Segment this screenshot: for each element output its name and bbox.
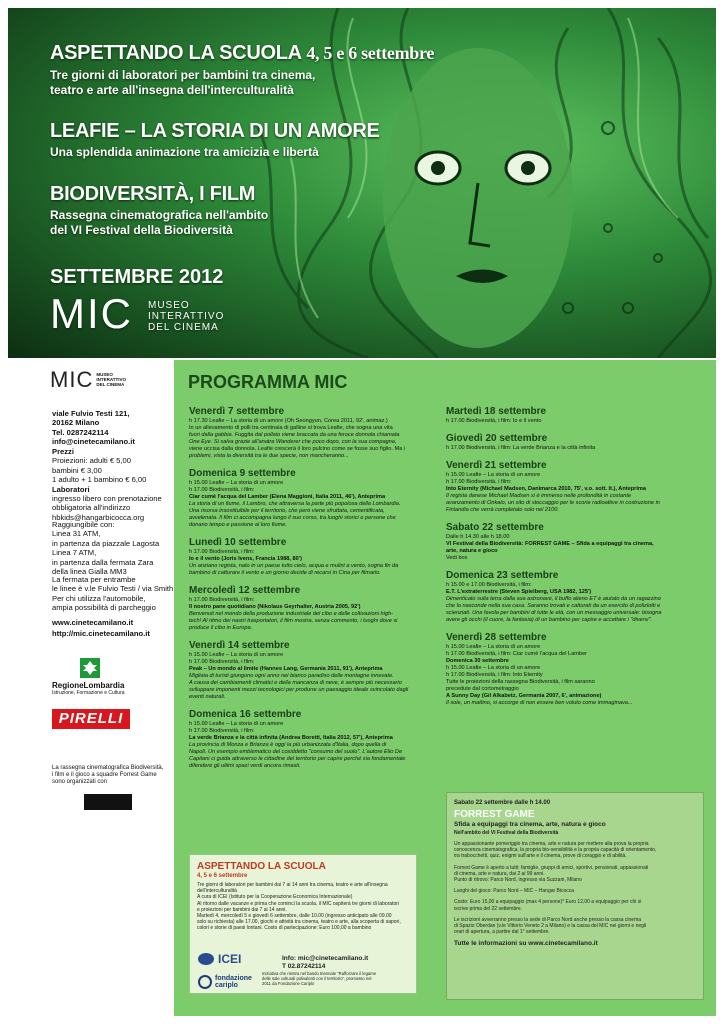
forrest-sub2: Nell'ambito del VI Festival della Biodiversità: [454, 830, 559, 836]
forrest-paragraph-3: [454, 888, 698, 894]
forrest-date: Sabato 22 settembre dalle h 14.00: [454, 800, 551, 806]
program-line: h 17.00 Biodiversità, i film:: [189, 659, 255, 665]
program-line: Tutte le proiezioni della rassegna Biodiversità, i film saranno: [446, 679, 595, 685]
program-line: h 17.00 Biodiversità, i film: Io e il vento: [446, 418, 542, 424]
pirelli-logo: PIRELLI: [52, 709, 130, 729]
program-line: bambino di catturare il vento e un giorno decide di recarsi in Cina per filmarlo.: [189, 570, 381, 576]
program-line: Vedi box: [446, 555, 468, 561]
program-line: eventi naturali.: [189, 694, 226, 700]
program-day-title: Domenica 23 settembre: [446, 570, 559, 581]
website-link[interactable]: www.cinetecamilano.it: [52, 618, 134, 627]
text-line: iscrive prima del 22 settembre.: [454, 905, 523, 912]
program-line: problemi, vista la diversità tra le due specie, non mancheranno...: [189, 453, 349, 459]
program-line: A causa dei cambiamenti climatici e della mancanza di neve, è sempre più necessario: [189, 680, 402, 686]
program-line: Benvenuti nel mondo della produzione industriale del cibo e delle coltivazioni high-: [189, 611, 393, 617]
box-scuola-info: Info: mic@cinetecamilano.it T 02.87242114: [282, 955, 369, 970]
sidebar-mic-logo: MIC MUSEO INTERATTIVO DEL CINEMA: [50, 366, 126, 392]
forrest-paragraph-1: [454, 841, 698, 860]
programma-panel: [174, 360, 716, 1016]
program-line: In un allevamento di polli tra centinaia di galline si trova Leafie, che sogna una vita: [189, 425, 393, 431]
hero-title-scuola: ASPETTANDO LA SCUOLA 4, 5 e 6 settembre: [50, 42, 435, 64]
hero-banner: [8, 8, 716, 358]
program-line: sviluppare imponenti mezzi tecnologici per produrre un paesaggio ideale svincolato dagli: [189, 687, 409, 693]
program-line: Domenica 30 settembre: [446, 658, 509, 664]
program-line: avvelenata. Il film ci accompagna lungo il suo corso, tra luoghi storici e persone che: [189, 515, 396, 521]
forrest-footer: Tutte le informazioni su www.cinetecamilano.it: [454, 940, 598, 948]
box-scuola-text: [197, 882, 411, 932]
text-line: Tre giorni di laboratori per bambini dai 7 ai 14 anni tra cinema, teatro e arte all'insegna: [197, 882, 388, 888]
hero-title-leafie: LEAFIE – LA STORIA DI UN AMORE: [50, 120, 380, 142]
program-line: h 15.00 e 17.00 Biodiversità, i film:: [446, 582, 532, 588]
program-line: viene uccisa dalla donnola. Leafie crescerà il loro pulcino come se fosse suo figlio. Ma i: [189, 446, 406, 452]
program-line: precedute dal cortometraggio: [446, 686, 519, 692]
cariplo-logo: fondazione cariplo: [197, 975, 252, 989]
programma-title: PROGRAMMA MIC: [188, 372, 348, 392]
program-line: difendere gli ultimi spazi verdi ancora rimasti.: [189, 763, 301, 769]
text-line: e proiezioni per bambini dai 7 ai 14 anni.: [197, 906, 287, 913]
program-line: Peak – Un mondo al limite (Hannes Lang, Germania 2011, 91'), Anteprima: [189, 666, 383, 672]
mic-logo: MIC: [50, 290, 133, 337]
program-line: h 15.00 Leafie – La storia di un amore: [189, 721, 284, 727]
sidebar: [8, 360, 174, 1016]
hero-title-biodiversita: BIODIVERSITÀ, I FILM: [50, 183, 256, 205]
program-line: h 17.00 Biodiversità, i film: Ciar cumè l'acqua del Lamber: [446, 651, 587, 657]
program-day-title: Martedì 18 settembre: [446, 406, 547, 417]
regione-lombardia-icon: [80, 658, 100, 678]
program-line: h 17.00 Biodiversità, i film: Into Eternity: [446, 672, 543, 678]
cariplo-icon: [197, 975, 213, 989]
program-day-title: Venerdì 7 settembre: [189, 406, 285, 417]
text-line: Punto di ritrovo: Parco Nord, ingresso via Suzzani, Milano: [454, 877, 582, 884]
text-line: Martedì 4, mercoledì 5 e giovedì 6 settembre, dalle 10.00 (ingresso anticipato alle 09.00: [197, 913, 392, 920]
program-line: Una risorsa insostituibile per il territorio, che però viene sfruttata, cementificata,: [189, 508, 385, 514]
forrest-paragraph-5: [454, 917, 698, 936]
forrest-paragraph-2: [454, 865, 698, 884]
program-line: La provincia di Monza e Brianza è oggi la più urbanizzata d'Italia, dopo quella di: [189, 742, 387, 748]
forrest-title: FORREST GAME: [454, 809, 535, 820]
program-line: h 15.00 Leafie – La storia di un amore: [189, 652, 284, 658]
hero-sub-biodiversita: Rassegna cinematografica nell'ambito del VI Festival della Biodiversità: [50, 208, 269, 237]
program-line: h 15.00 Leafie – La storia di un amore: [446, 472, 541, 478]
program-day-title: Venerdì 28 settembre: [446, 632, 547, 643]
program-line: Il sole, un mattino, si accorge di non essere ben voluto come immaginava...: [446, 700, 633, 706]
program-line: fuori dalla gabbia. Fuggita dal pollaio viene braccata da una feroce donnola chiamata: [189, 432, 400, 438]
program-line: Finlandia che verrà completato solo nel 2100.: [446, 507, 559, 513]
program-line: avere gli occhi (il cuore, la fantasia) di un bambino per capire e accettare i "diversi".: [446, 617, 653, 623]
forrest-paragraph-4: [454, 899, 698, 911]
text-line: conoscenza cinematografica, la propria bio-sensibilità e la propria capacità di orientamento,: [454, 847, 657, 854]
program-line: Migliaia di turisti giungono ogni anno nei bianco paradiso delle montagne innevate.: [189, 673, 394, 679]
program-line: avanzamento di Onkalo, un sito di stoccaggio per le scorie radioattive in costruzione in: [446, 500, 660, 506]
program-line: h 17.00 Biodiversità, i film:: [189, 549, 255, 555]
text-line: colori e storie di paesi lontani. Costo di partecipazione: Euro 100,00 a bambino: [197, 925, 372, 932]
icei-logo: ICEI: [197, 952, 241, 966]
hero-month: SETTEMBRE 2012: [50, 266, 224, 288]
program-line: One Eye. Si salva grazie all'anatra Wanderer che poco dopo, con la sua compagna,: [189, 439, 397, 445]
text-line: A cura di ICEI (Istituto per la Cooperazione Economica Internazionale): [197, 894, 353, 901]
text-line: Un appassionante pomeriggio tra cinema, arte e natura per mettere alla prova la propria: [454, 841, 649, 847]
mic-logo-text: MUSEO INTERATTIVO DEL CINEMA: [148, 300, 225, 333]
program-day-title: Domenica 16 settembre: [189, 709, 302, 720]
text-line: dell'interculturalità: [197, 888, 237, 895]
program-line: h 15.00 Leafie – La storia di un amore: [189, 480, 284, 486]
box-scuola-title: ASPETTANDO LA SCUOLA: [197, 861, 326, 872]
partner-logo: [84, 794, 132, 810]
program-day-title: Domenica 9 settembre: [189, 468, 296, 479]
program-line: VI Festival della Biodiversità: FORREST GAME – Sfida a equipaggi tra cinema,: [446, 541, 654, 547]
text-line: Le iscrizioni avverranno presso la sede di Parco Nord anche presso la cassa cinema: [454, 916, 642, 923]
hero-sub-leafie: Una splendida animazione tra amicizia e libertà: [50, 145, 319, 159]
program-line: tech! Al ritmo dei nastri trasportatori, il film mostra, senza commento, i luoghi dove si: [189, 618, 398, 624]
program-day-title: Lunedì 10 settembre: [189, 537, 287, 548]
program-line: scienziati. Una favola per bambini di tutte le età, con un messaggio universale: bisogna: [446, 610, 662, 616]
program-line: produce il cibo in Europa.: [189, 625, 253, 631]
program-line: La storia di un fiume, il Lambro, che attraversa la parte più popolosa della Lombardia.: [189, 501, 401, 507]
text-line: orari di apertura, a partire dal 1° settembre.: [454, 929, 550, 936]
text-line: di cinema, arte e natura, dai 2 ai 99 anni.: [454, 870, 545, 877]
box-aspettando-scuola: [189, 854, 417, 994]
program-line: Ciar cumè l'acqua del Lamber (Elena Maggioni, Italia 2011, 46'), Anteprima: [189, 494, 386, 500]
program-line: Capitani ci guida attraverso le cittadine del territorio per capire perché sia fondamentale: [189, 756, 406, 762]
program-line: h 17.30 Leafie – La storia di un amore (Oh Seongyun, Corea 2011, 92', animaz.): [189, 418, 388, 424]
text-line: solo su richiesta) alle 17.00, giochi e attività tra cinema, teatro e arte, alla scoperta di sapori,: [197, 919, 401, 926]
text-line: tra trabocchetti, quiz, enigmi sull'arte e il cinema, prove di coraggio e di abilità.: [454, 853, 627, 860]
program-line: Un anziano regista, nato in un paese tutto cielo, acqua e mulini a vento, sogna fin da: [189, 563, 399, 569]
text-line: Forrest Game è aperto a tutti: famiglie, gruppi di amici, sportivi, pensionati, appassionati: [454, 864, 649, 871]
program-line: h 17.00 Biodiversità, i film:: [189, 487, 255, 493]
program-line: h 15.00 Leafie – La storia di un amore: [446, 665, 541, 671]
box-scuola-dates: 4, 5 e 6 settembre: [197, 873, 248, 879]
prezzi-block: Prezzi Proiezioni: adulti € 5,00 bambini € 3,00 1 adulto + 1 bambino € 6,00 Laboratori ingresso libero con prenotazione obbligatoria all'indirizzo hbkids@hangarbicocca.org: [52, 447, 162, 522]
program-line: h 17.00 Biodiversità, i film: La verde Brianza e la città infinita: [446, 445, 596, 451]
program-line: h 17.00 Biodiversità, i film:: [189, 597, 255, 603]
program-line: arte, natura e gioco: [446, 548, 498, 554]
program-day-title: Giovedì 20 settembre: [446, 433, 548, 444]
program-day-title: Sabato 22 settembre: [446, 522, 544, 533]
hero-sub-scuola: Tre giorni di laboratori per bambini tra cinema, teatro e arte all'insegna dell'interculturalità: [50, 68, 316, 97]
program-line: h 15.00 Leafie – La storia di un amore: [446, 644, 541, 650]
cariplo-note: Iniziativa che rientra nel bando triennale "Rafforzare il legame delle sale culturali polivalenti con il territorio", promosso nel 2011 da Fondazione Cariplo: [262, 971, 377, 987]
forrest-sub: Sfida a equipaggi tra cinema, arte, natura e gioco: [454, 821, 606, 828]
program-line: Napoli. Un esempio emblematico del cosiddetto "consumo del suolo". L'autore Elio De: [189, 749, 403, 755]
regione-lombardia-logo: RegioneLombardia Istruzione, Formazione e Cultura: [52, 658, 125, 696]
fermata-block: La fermata per entrambe le linee è v.le Fulvio Testi / via Smith Per chi utilizza l'automobile, ampia possibilità di parcheggio: [52, 575, 174, 613]
program-line: A Sunny Day (Gil Alkabetz, Germania 2007, 6', animazione): [446, 693, 602, 699]
text-line: Al ritorno dalle vacanze e prima che cominci la scuola, il MIC ospiterà tre giorni di laboratori: [197, 900, 400, 907]
program-line: Dimenticato sulla terra dalla sua astronave, il buffo alieno ET è aiutato da un ragazzino: [446, 596, 661, 602]
program-line: Il regista danese Michael Madsen si è immerso nelle profondità in costante: [446, 493, 632, 499]
program-line: donano tempo e passione al loro fiume.: [189, 522, 287, 528]
text-line: Costo: Euro 15,00 a equipaggio (max 4 persone)* Euro 12,00 a equipaggio per chi si: [454, 899, 642, 906]
program-day-title: Mercoledì 12 settembre: [189, 585, 301, 596]
face-shape: [383, 48, 573, 348]
program-line: che lo nasconde nella sua casa. Saranno trovati e catturati da un esercito di poliziotti e: [446, 603, 661, 609]
program-line: h 17.00 Biodiversità, i film:: [189, 728, 255, 734]
text-line: di Spazio Oberdan (v.le Vittorio Veneto 2 a Milano) e la cassa del MIC nei giorni e negli: [454, 923, 647, 930]
icei-icon: [197, 952, 215, 966]
program-line: h 17.00 Biodiversità, i film:: [446, 479, 512, 485]
trasporti-block: Raggiungibile con: Linea 31 ATM, in partenza da piazzale Lagosta Linea 7 ATM, in partenza dalla fermata Zara della linea Gialla MM3: [52, 520, 160, 577]
mic-website-link[interactable]: http://mic.cinetecamilano.it: [52, 629, 150, 639]
address-block: viale Fulvio Testi 121, 20162 Milano Tel. 0287242114 info@cinetecamilano.it: [52, 409, 135, 447]
text-line: Luoghi del gioco: Parco Nord – MIC – Hangar Bicocca: [454, 888, 575, 895]
program-line: E.T. L'extraterrestre (Steven Spielberg, USA 1982, 125'): [446, 589, 592, 595]
web-links: [52, 618, 150, 639]
organizzati-note: La rassegna cinematografica Biodiversità, i film e il gioco a squadre Forrest Game sono organizzati con: [52, 765, 164, 786]
program-day-title: Venerdì 14 settembre: [189, 640, 290, 651]
programma-right-column: [446, 406, 708, 707]
program-line: Il nostro pane quotidiano (Nikolaus Geyrhalter, Austria 2005, 92'): [189, 604, 361, 610]
program-day-title: Venerdì 21 settembre: [446, 460, 547, 471]
programma-left-column: [189, 406, 444, 770]
program-line: Into Eternity (Michael Madsen, Danimarca 2010, 75', v.o. sott. It.), Anteprima: [446, 486, 646, 492]
box-forrest-game: [446, 792, 704, 1000]
program-line: Io e il vento (Joris Ivens, Francia 1988, 80'): [189, 556, 302, 562]
program-line: Dalle h 14.30 alle h 18.00: [446, 534, 510, 540]
program-line: La verde Brianza e la città infinita (Andrea Boretti, Italia 2012, 57'), Anteprima: [189, 735, 393, 741]
